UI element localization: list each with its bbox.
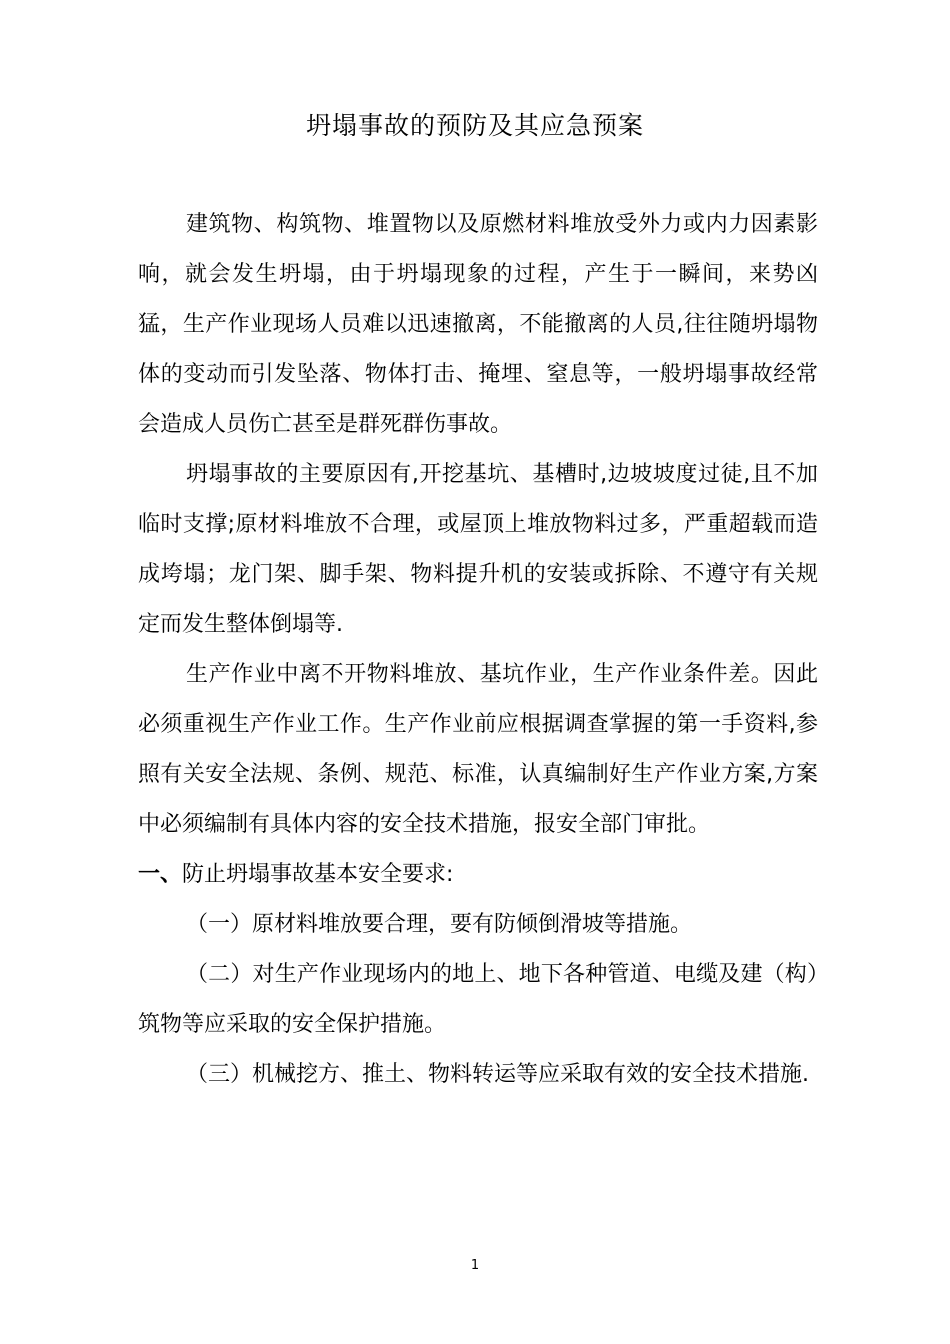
sub-item-2: （二）对生产作业现场内的地上、地下各种管道、电缆及建（构）筑物等应采取的安全保护措施。 <box>138 962 818 1037</box>
paragraph-requirements: 生产作业中离不开物料堆放、基坑作业，生产作业条件差。因此必须重视生产作业工作。生产作业前应根据调查掌握的第一手资料,参照有关安全法规、条例、规范、标准，认真编制好生产作业方案,方案中必须编制有具体内容的安全技术措施，报安全部门审批。 <box>138 662 818 837</box>
document-title: 坍塌事故的预防及其应急预案 <box>305 111 644 140</box>
sub-item-3: （三）机械挖方、推土、物料转运等应采取有效的安全技术措施. <box>186 1062 809 1087</box>
section-heading-number: 一、 <box>138 862 183 887</box>
section-heading-text: 防止坍塌事故基本安全要求: <box>182 862 454 887</box>
section-heading <box>138 850 818 900</box>
document-body <box>138 200 818 1100</box>
paragraph-intro: 建筑物、构筑物、堆置物以及原燃材料堆放受外力或内力因素影响，就会发生坍塌，由于坍塌现象的过程，产生于一瞬间，来势凶猛，生产作业现场人员难以迅速撤离，不能撤离的人员,往往随坍塌物体的变动而引发坠落、物体打击、掩埋、窒息等，一般坍塌事故经常会造成人员伤亡甚至是群死群伤事故。 <box>138 212 818 437</box>
page-number: 1 <box>470 1258 480 1273</box>
sub-item-1: （一）原材料堆放要合理，要有防倾倒滑坡等措施。 <box>186 912 693 937</box>
paragraph-causes: 坍塌事故的主要原因有,开挖基坑、基槽时,边坡坡度过徒,且不加临时支撑;原材料堆放不合理，或屋顶上堆放物料过多，严重超载而造成垮塌；龙门架、脚手架、物料提升机的安装或拆除、不遵守有关规定而发生整体倒塌等. <box>138 462 818 637</box>
